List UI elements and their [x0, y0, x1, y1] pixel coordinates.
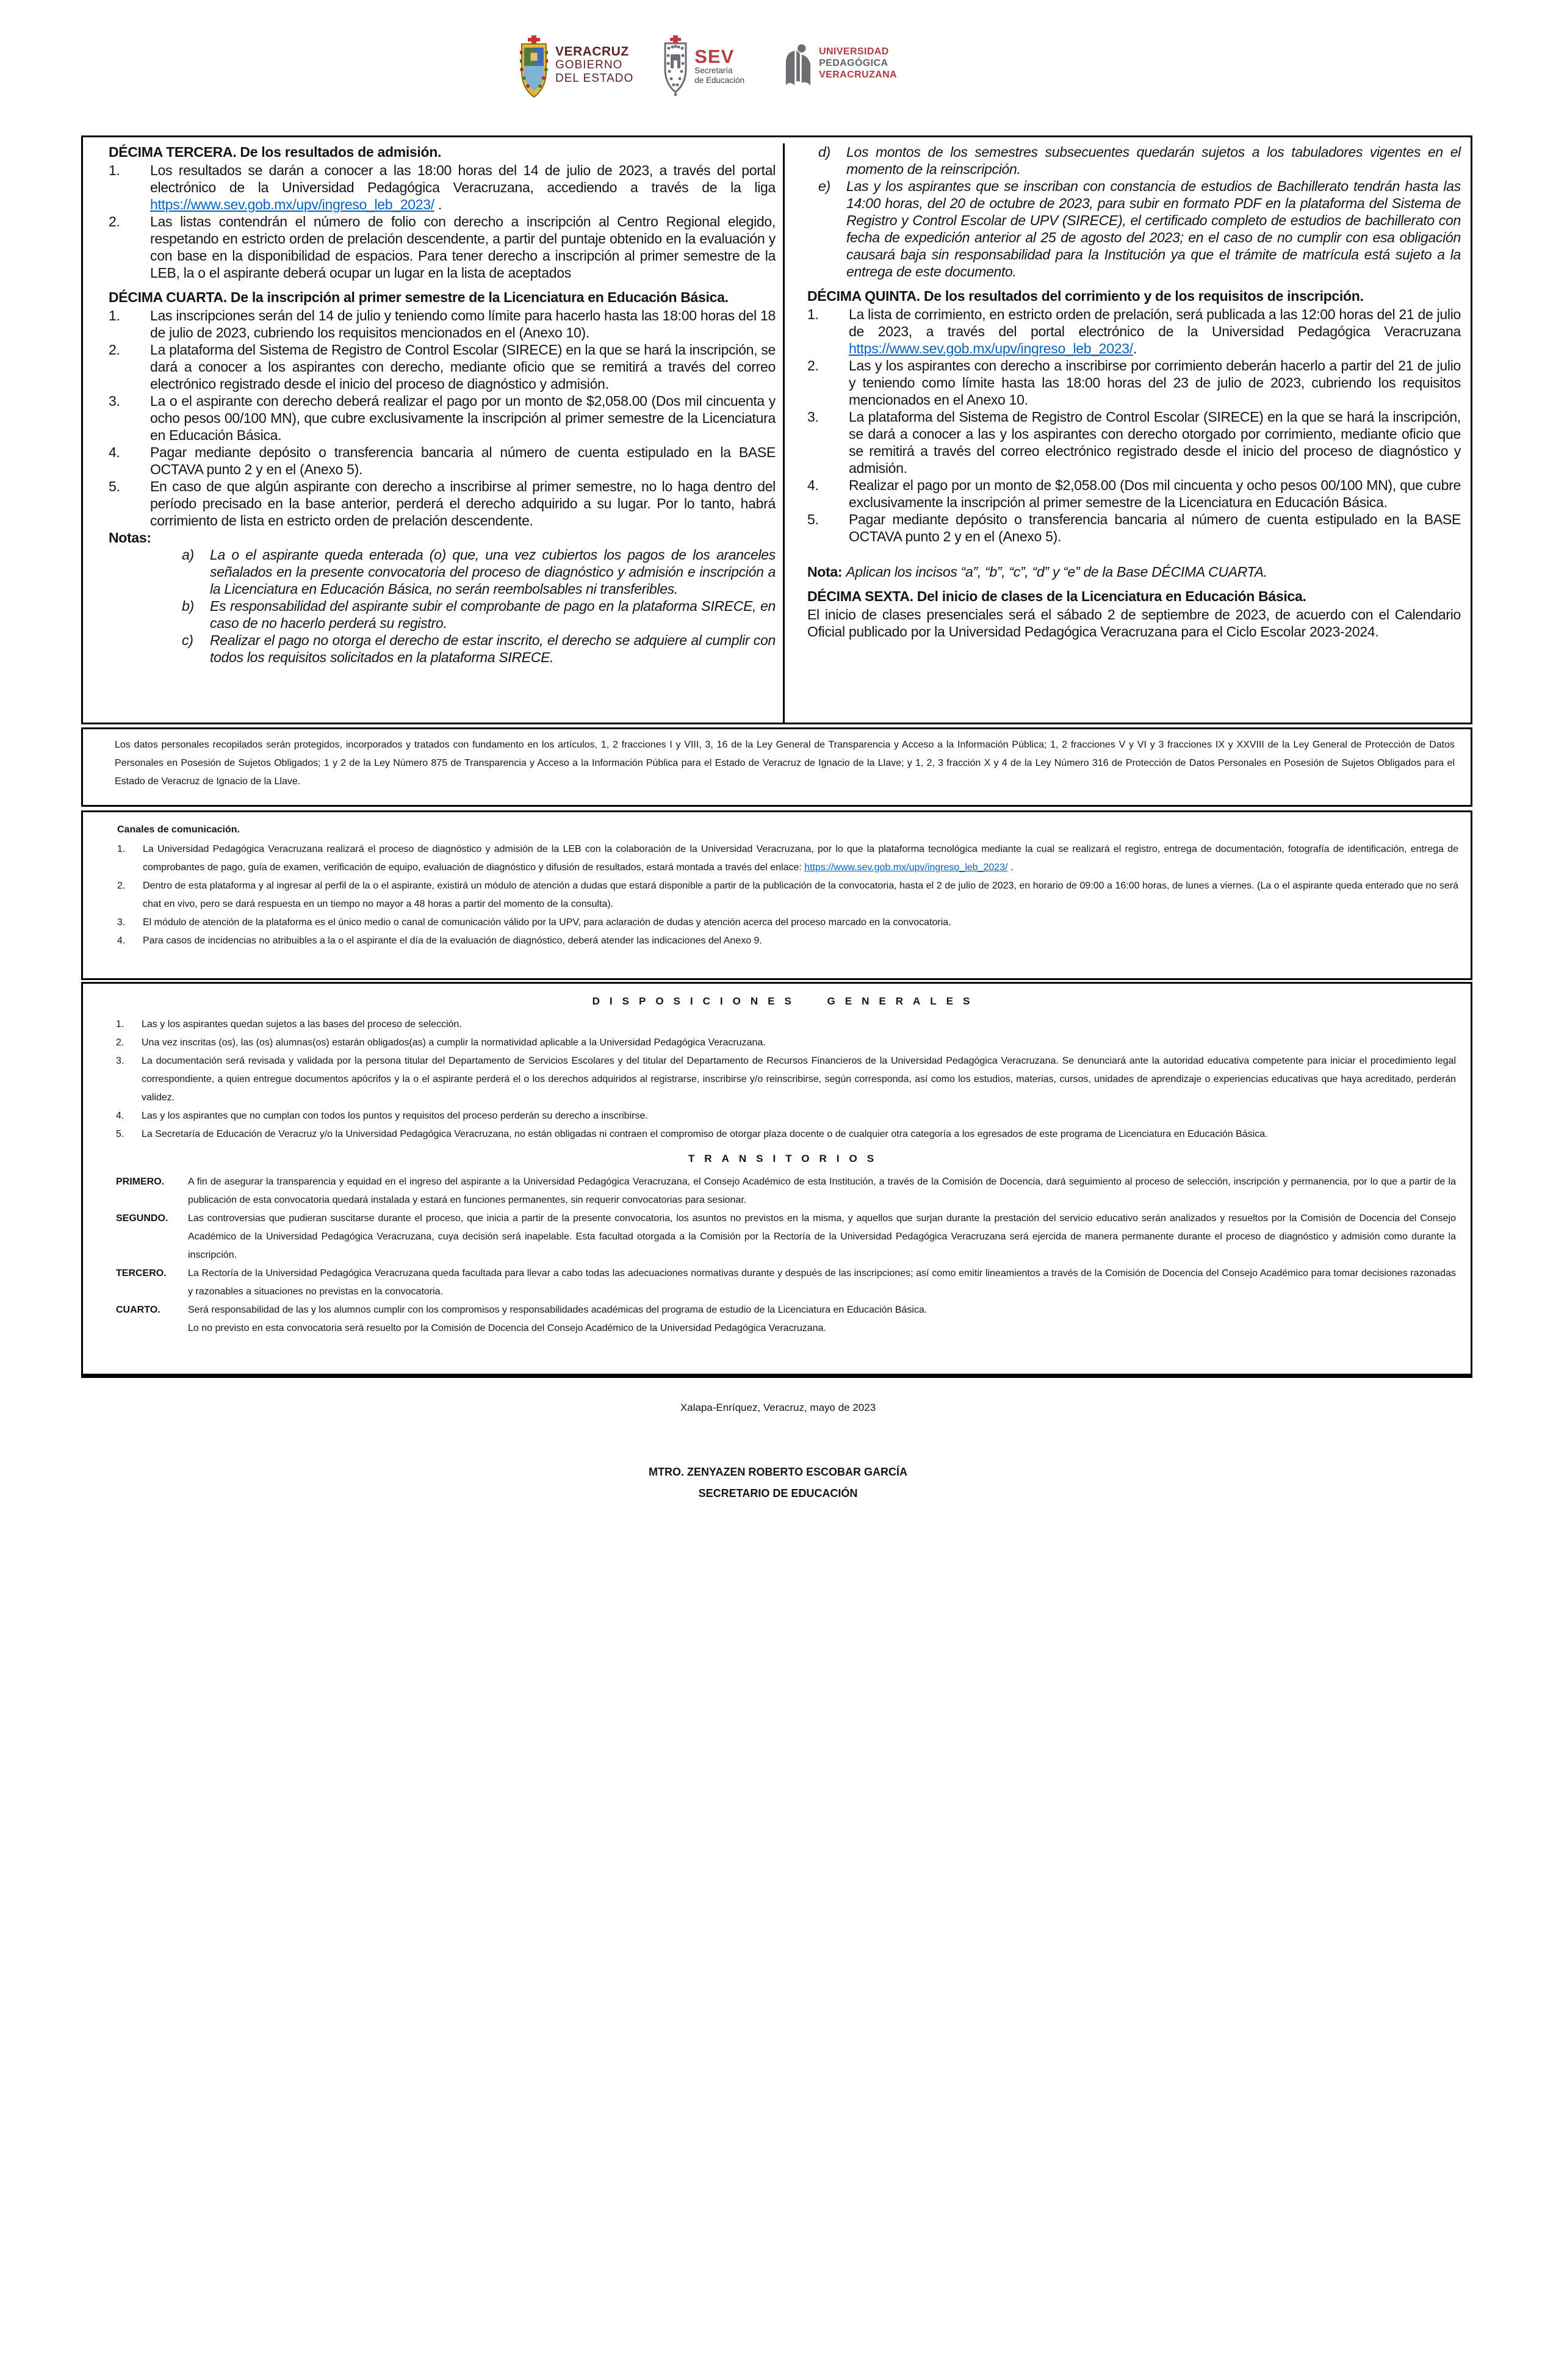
veracruz-logo-line3: DEL ESTADO — [555, 72, 634, 85]
item-text: Para casos de incidencias no atribuibles a la o el aspirante el día de la evaluación de diagnóstico, deberá atender las indicaciones del Anexo 9. — [143, 936, 762, 946]
item-number: 2. — [117, 881, 126, 891]
item-number: 4. — [117, 936, 126, 946]
item-text: Las y los aspirantes quedan sujetos a las bases del proceso de selección. — [142, 1019, 462, 1030]
ingreso-leb-link[interactable]: https://www.sev.gob.mx/upv/ingreso_leb_2023/ — [150, 197, 434, 212]
transitorio-cuarto — [116, 1301, 1456, 1319]
nota-letter: a) — [182, 547, 194, 563]
item-text: La plataforma del Sistema de Registro de Control Escolar (SIRECE) en la que se hará la inscripción, se dará a conocer a los aspirantes con derecho, mediante oficio que se remitirá a través del correo electrónico registrado desde el inicio del proceso de diagnóstico y admisión. — [150, 342, 776, 392]
item-text-after: . — [1133, 341, 1137, 356]
decima-sexta-title: DÉCIMA SEXTA. Del inicio de clases de la Licenciatura en Educación Básica. — [807, 588, 1306, 604]
place-and-date: Xalapa-Enríquez, Veracruz, mayo de 2023 — [680, 1402, 876, 1413]
notas-label: Notas: — [109, 530, 151, 546]
transitorio-text: Las controversias que pudieran suscitarse durante el proceso, que inicia a partir de la presente convocatoria, los asuntos no previstos en la misma, y aquellos que surjan durante la prestación del servicio educativo serán analizados y resueltos por la Comisión de Docencia del Consejo Académico de la Universidad Pedagógica Veracruzana, cuya decisión será inapelable. Esta facultad otorgada a la Comisión por la Rectoría de la Universidad Pedagógica Veracruzana será ejercida de manera permanente durante el proceso de diagnóstico y admisión como durante la inscripción. — [188, 1213, 1456, 1260]
item-text — [849, 306, 1461, 357]
upv-logo-line2: PEDAGÓGICA — [819, 58, 888, 68]
item-number: 2. — [109, 342, 120, 358]
nota-label: Nota: — [807, 564, 846, 580]
item-number: 5. — [116, 1129, 124, 1139]
transitorio-label: PRIMERO. — [116, 1177, 165, 1187]
item-number: 2. — [116, 1037, 124, 1048]
disposiciones-generales-title: DISPOSICIONES GENERALES — [592, 995, 980, 1007]
sev-logo-line1: Secretaría — [694, 66, 733, 75]
item-text: La o el aspirante con derecho deberá realizar el pago por un monto de $2,058.00 (Dos mil cincuenta y ocho pesos 00/100 MN), que cubre exclusivamente la inscripción al primer semestre de la Licenciatura en Educación Básica. — [150, 393, 776, 443]
item-text: El módulo de atención de la plataforma es el único medio o canal de comunicación válido por la UPV, para aclaración de dudas y atención acerca del proceso marcado en la convocatoria. — [143, 917, 951, 928]
sev-shield-icon — [663, 35, 688, 96]
nota-letter: c) — [182, 632, 193, 648]
sev-logo — [663, 35, 744, 96]
item-number: 2. — [109, 214, 120, 229]
veracruz-logo-line1: VERACRUZ — [555, 45, 629, 59]
nota-text: Realizar el pago no otorga el derecho de estar inscrito, el derecho se adquiere al cumplir con todos los requisitos solicitados en la plataforma SIRECE. — [210, 632, 776, 665]
nota-b — [182, 597, 776, 632]
list-item — [116, 1107, 1456, 1125]
nota-text: Los montos de los semestres subsecuentes quedarán sujetos a los tabuladores vigentes en el momento de la reinscripción. — [846, 144, 1461, 177]
transitorio-label: CUARTO. — [116, 1305, 160, 1315]
list-item — [109, 478, 776, 529]
bases-left-column — [83, 143, 783, 723]
upv-logo-line1: UNIVERSIDAD — [819, 46, 889, 57]
transitorio-label: SEGUNDO. — [116, 1213, 168, 1224]
item-text: La documentación será revisada y validada por la persona titular del Departamento de Servicios Escolares y del titular del Departamento de Recursos Financieros de la Universidad Pedagógica Veracruzana. Se denunciará ante la autoridad educativa competente para iniciar el procedimiento legal correspondiente, a quien entregue documentos apócrifos y la o el aspirante perderá el o los derechos adquiridos al registrarse, inscribirse y/o reinscribirse, según corresponda, así como los estudios, materias, cursos, unidades de aprendizaje o experiencias educativas que haya acreditado, perderán validez. — [142, 1056, 1456, 1103]
item-number: 1. — [109, 162, 120, 178]
list-item — [117, 914, 1458, 932]
transitorio-text: La Rectoría de la Universidad Pedagógica Veracruzana queda facultada para llevar a cabo todas las adecuaciones normativas durante y después de las inscripciones; así como emitir lineamientos a través de la Comisión de Docencia del Consejo Académico para tomar decisiones razonadas y razonables a situaciones no previstas en la convocatoria. — [188, 1268, 1456, 1297]
transitorio-text: Será responsabilidad de las y los alumnos cumplir con los compromisos y responsabilidades académicas del programa de estudio de la Licenciatura en Educación Básica. — [188, 1305, 927, 1315]
list-item — [807, 408, 1461, 477]
transitorio-segundo — [116, 1210, 1456, 1264]
item-text: Una vez inscritas (os), las (os) alumnas(os) estarán obligados(as) a cumplir la normatividad aplicable a la Universidad Pedagógica Veracruzana. — [142, 1037, 766, 1048]
item-text-before: La lista de corrimiento, en estricto orden de prelación, será publicada a las 12:00 horas del 21 de julio de 2023, a través del portal electrónico de la Universidad Pedagógica Veracruzana — [849, 306, 1461, 339]
item-number: 3. — [807, 409, 819, 425]
transitorios-final-line: Lo no previsto en esta convocatoria será resuelto por la Comisión de Docencia del Consejo Académico de la Universidad Pedagógica Veracruzana. — [188, 1323, 826, 1333]
nota-text: Las y los aspirantes que se inscriban con constancia de estudios de Bachillerato tendrán hasta las 14:00 horas, del 20 de octubre de 2023, para subir en formato PDF en la plataforma del Sistema de Registro y Control Escolar de UPV (SIRECE), el certificado completo de estudios de bachillerato con fecha de expedición anterior al 25 de agosto del 2023; en el caso de no cumplir con esa obligación causará baja sin responsabilidad para la Institución ya que el trámite de matrícula está sujeto a la entrega de este documento. — [846, 178, 1461, 279]
list-item — [117, 840, 1458, 877]
item-text: Pagar mediante depósito o transferencia bancaria al número de cuenta estipulado en la BASE OCTAVA punto 2 y en el (Anexo 5). — [849, 511, 1461, 544]
item-number: 4. — [807, 477, 819, 493]
veracruz-government-logo — [520, 35, 633, 99]
item-text: Las y los aspirantes que no cumplan con todos los puntos y requisitos del proceso perderán su derecho a inscribirse. — [142, 1111, 648, 1121]
item-text: Pagar mediante depósito o transferencia bancaria al número de cuenta estipulado en la BASE OCTAVA punto 2 y en el (Anexo 5). — [150, 444, 776, 477]
transitorio-label: TERCERO. — [116, 1268, 167, 1278]
list-item — [109, 444, 776, 478]
list-item — [109, 341, 776, 392]
ingreso-leb-link[interactable]: https://www.sev.gob.mx/upv/ingreso_leb_2023/ — [804, 862, 1008, 873]
item-text — [150, 162, 776, 213]
item-number: 3. — [117, 917, 126, 928]
item-text: Las listas contendrán el número de folio con derecho a inscripción al Centro Regional elegido, respetando en estricto orden de prelación descendente, a partir del puntaje obtenido en la evaluación y con base en la disponibilidad de espacios. Para tener derecho a inscripción al primer semestre de la LEB, la o el aspirante deberá ocupar un lugar en la lista de aceptados — [150, 214, 776, 281]
sev-logo-acronym: SEV — [694, 46, 735, 67]
transitorio-text: A fin de asegurar la transparencia y equidad en el ingreso del aspirante a la Universidad Pedagógica Veracruzana, el Consejo Académico de esta Institución, a través de la Comisión de Docencia, dará seguimiento al proceso de selección, inscripción y permanencia, por lo que a partir de la publicación de esta convocatoria quedará instalada y estará en funciones permanentes, sin requerir convocatorias para sesionar. — [188, 1177, 1456, 1205]
nota-letter: b) — [182, 598, 194, 614]
item-number: 5. — [807, 511, 819, 527]
sev-logo-line2: de Educación — [694, 76, 745, 85]
item-text-after: . — [1007, 862, 1014, 873]
list-item — [807, 357, 1461, 408]
nota-text: Aplican los incisos “a”, “b”, “c”, “d” y “e” de la Base DÉCIMA CUARTA. — [846, 564, 1267, 580]
nota-aplican — [807, 563, 1461, 580]
list-item — [807, 306, 1461, 357]
nota-c — [182, 632, 776, 666]
nota-d — [818, 143, 1461, 178]
upv-logo — [783, 35, 897, 90]
list-item — [116, 1052, 1456, 1107]
item-number: 5. — [109, 478, 120, 494]
item-text-before: La Universidad Pedagógica Veracruzana realizará el proceso de diagnóstico y admisión de la LEB con la colaboración de la Universidad Veracruzana, por lo que la plataforma tecnológica mediante la cual se realizará el registro, entrega de documentación, fotografía de identificación, entrega de comprobantes de pago, guía de examen, verificación de equipo, evaluación de diagnóstico y difusión de resultados, estará montada a través del enlace: — [143, 844, 1458, 873]
nota-letter: d) — [818, 144, 830, 160]
item-text: Realizar el pago por un monto de $2,058.00 (Dos mil cincuenta y ocho pesos 00/100 MN), que cubre exclusivamente la inscripción al primer semestre de la Licenciatura en Educación Básica. — [849, 477, 1461, 510]
upv-logo-line3: VERACRUZANA — [819, 70, 898, 80]
bases-right-column — [783, 143, 1471, 723]
item-text: Dentro de esta plataforma y al ingresar al perfil de la o el aspirante, existirá un módulo de atención a dudas que estará disponible a partir de la publicación de la convocatoria, hasta el 2 de julio de 2023, en horario de 09:00 a 16:00 horas, de lunes a viernes. (La o el aspirante queda enterado que no será chat en vivo, pero se dará respuesta en un tiempo no mayor a 48 horas a partir del momento de la consulta). — [143, 881, 1458, 909]
item-number: 1. — [116, 1019, 124, 1030]
list-item — [109, 162, 776, 213]
item-number: 4. — [116, 1111, 124, 1121]
admission-bases-box — [81, 135, 1472, 724]
nota-text: La o el aspirante queda enterada (o) que, una vez cubiertos los pagos de los aranceles señalados en la presente convocatoria del proceso de diagnóstico y admisión e inscripción a la Licenciatura en Educación Básica, no serán reembolsables ni transferibles. — [210, 547, 776, 597]
item-number: 1. — [109, 308, 120, 323]
decima-tercera-title: DÉCIMA TERCERA. De los resultados de admisión. — [109, 144, 442, 160]
item-text: Las y los aspirantes con derecho a inscribirse por corrimiento deberán hacerlo a partir del 21 de julio y teniendo como límite hasta las 18:00 horas del 23 de julio de 2023, cubriendo los requisitos mencionados en el Anexo 10. — [849, 358, 1461, 408]
signatory-title: SECRETARIO DE EDUCACIÓN — [698, 1487, 858, 1499]
list-item — [109, 392, 776, 444]
list-item — [807, 477, 1461, 511]
item-text: La plataforma del Sistema de Registro de Control Escolar (SIRECE) en la que se hará la inscripción, se dará a conocer a las y los aspirantes con derecho otorgado por corrimiento, mediante oficio que se remitirá a través del correo electrónico registrado desde el inicio del proceso de diagnóstico y admisión. — [849, 409, 1461, 476]
upv-emblem-icon — [783, 35, 813, 90]
list-item — [807, 511, 1461, 545]
list-item — [117, 877, 1458, 914]
list-item — [109, 307, 776, 341]
canales-title: Canales de comunicación. — [117, 824, 240, 835]
list-item — [109, 213, 776, 281]
ingreso-leb-link[interactable]: https://www.sev.gob.mx/upv/ingreso_leb_2023/ — [849, 341, 1133, 356]
nota-e — [818, 178, 1461, 280]
list-item — [116, 1034, 1456, 1052]
item-text-after: . — [434, 197, 442, 212]
item-text: Las inscripciones serán del 14 de julio y teniendo como límite para hacerlo hasta las 18:00 horas del 18 de julio de 2023, cubriendo los requisitos mencionados en el (Anexo 10). — [150, 308, 776, 341]
item-text — [143, 840, 1458, 877]
item-number: 1. — [807, 306, 819, 322]
list-item — [116, 1125, 1456, 1144]
nota-a — [182, 546, 776, 597]
veracruz-coat-of-arms-icon — [520, 35, 548, 99]
decima-cuarta-title: DÉCIMA CUARTA. De la inscripción al primer semestre de la Licenciatura en Educación Básica. — [109, 289, 729, 305]
nota-letter: e) — [818, 178, 830, 194]
item-number: 2. — [807, 358, 819, 373]
item-text: En caso de que algún aspirante con derecho a inscribirse al primer semestre, no lo haga dentro del período precisado en la base anterior, perderá el derecho adquirido a su lugar. Por lo tanto, habrá corrimiento de lista en estricto orden de prelación descendente. — [150, 478, 776, 528]
transitorio-primero — [116, 1173, 1456, 1210]
transitorio-tercero — [116, 1264, 1456, 1301]
privacy-paragraph: Los datos personales recopilados serán protegidos, incorporados y tratados con fundamento en los artículos, 1, 2 fracciones I y VIII, 3, 16 de la Ley General de Transparencia y Acceso a la Información Pública; 1, 2 fracciones V y VI y 3 fracciones IX y XXVIII de la Ley General de Protección de Datos Personales en Posesión de Sujetos Obligados; 1 y 2 de la Ley Número 875 de Transparencia y Acceso a la Información Pública para el Estado de Veracruz de Ignacio de la Llave; y 1, 2, 3 fracción X y 4 de la Ley Número 316 de Protección de Datos Personales en Posesión de Sujetos Obligados para el Estado de Veracruz de Ignacio de la Llave. — [115, 740, 1455, 787]
item-text: La Secretaría de Educación de Veracruz y/o la Universidad Pedagógica Veracruzana, no están obligadas ni contraen el compromiso de otorgar plaza docente o de cualquier otra categoría a los egresados de este programa de Licenciatura en Educación Básica. — [142, 1129, 1268, 1139]
signatory-name: MTRO. ZENYAZEN ROBERTO ESCOBAR GARCÍA — [648, 1466, 908, 1478]
item-number: 3. — [109, 393, 120, 409]
general-provisions-box — [81, 982, 1472, 1378]
nota-text: Es responsabilidad del aspirante subir el comprobante de pago en la plataforma SIRECE, en caso de no hacerlo perderá su registro. — [210, 598, 776, 631]
communication-channels-box — [81, 810, 1472, 980]
item-number: 1. — [117, 844, 126, 854]
item-number: 3. — [116, 1056, 124, 1066]
list-item — [116, 1015, 1456, 1034]
item-number: 4. — [109, 444, 120, 460]
header-logos — [520, 35, 897, 99]
privacy-box — [81, 727, 1472, 807]
veracruz-logo-line2: GOBIERNO — [555, 59, 623, 71]
item-text-before: Los resultados se darán a conocer a las 18:00 horas del 14 de julio de 2023, a través del portal electrónico de la Universidad Pedagógica Veracruzana, accediendo a través de la liga — [150, 162, 776, 195]
decima-quinta-title: DÉCIMA QUINTA. De los resultados del corrimiento y de los requisitos de inscripción. — [807, 288, 1364, 304]
decima-sexta-paragraph: El inicio de clases presenciales será el sábado 2 de septiembre de 2023, de acuerdo con el Calendario Oficial publicado por la Universidad Pedagógica Veracruzana para el Ciclo Escolar 2023-2024. — [807, 607, 1461, 640]
list-item — [117, 932, 1458, 950]
transitorios-title: TRANSITORIOS — [688, 1153, 884, 1164]
